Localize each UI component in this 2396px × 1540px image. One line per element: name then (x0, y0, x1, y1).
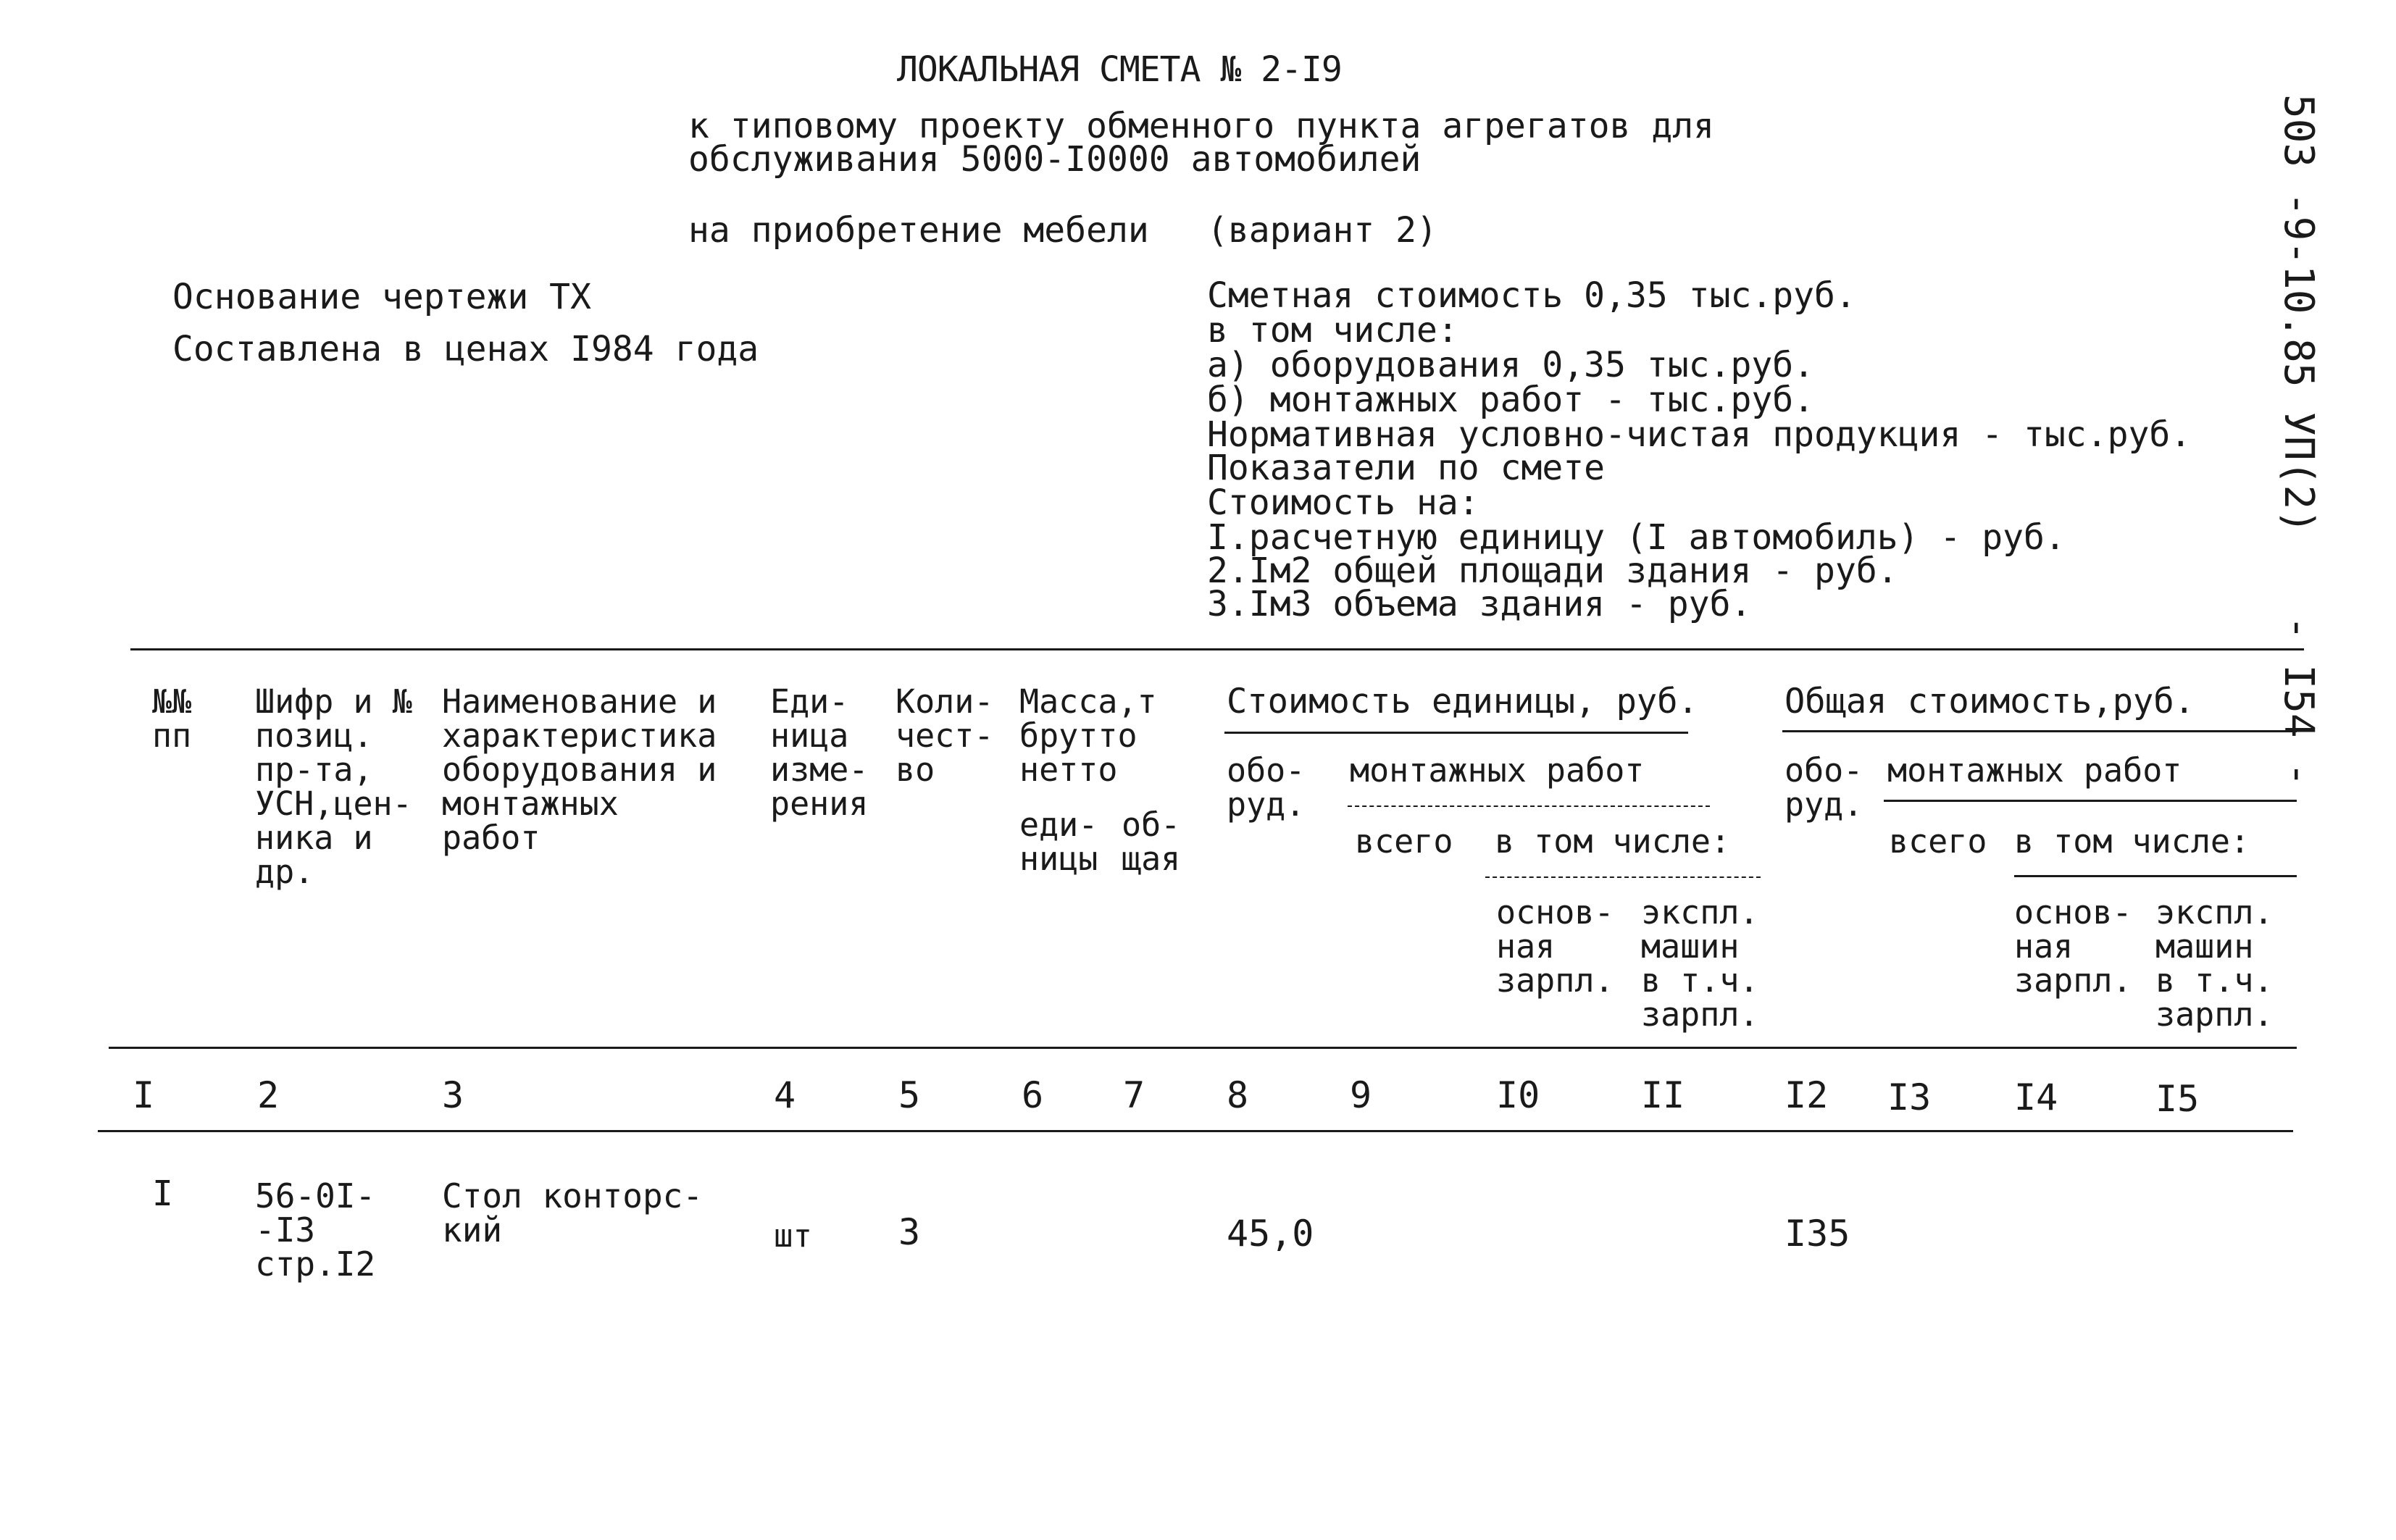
summary-line: Стоимость на: (1207, 482, 1479, 523)
column-number: I4 (2014, 1076, 2058, 1118)
install-total-rule (1884, 800, 2297, 802)
header-mass-unit: еди- ницы (1019, 805, 1098, 878)
column-number: I3 (1887, 1076, 1932, 1118)
header-unit-cost: Стоимость единицы, руб. (1227, 682, 1698, 721)
column-number: I5 (2155, 1078, 2200, 1120)
header-total-base-wage: основ- ная зарпл. (2014, 893, 2132, 1000)
row-total-equipment-cost: I35 (1785, 1213, 1850, 1255)
install-rule (1348, 805, 1710, 807)
header-total-incl: в том числе: (2014, 822, 2250, 861)
row-unit: шт (774, 1218, 812, 1255)
header-code: Шифр и № позиц. пр-та, УСН,цен- ника и др. (255, 682, 412, 891)
column-number: 8 (1227, 1074, 1249, 1116)
header-unit-install: монтажных работ (1350, 751, 1645, 790)
incl-total-rule (2014, 875, 2297, 877)
header-unit-machines: экспл. машин в т.ч. зарпл. (1641, 893, 1759, 1034)
row-quantity: 3 (898, 1211, 921, 1253)
basis-text: Основание чертежи ТХ (172, 277, 591, 317)
summary-line: Нормативная условно-чистая продукция - тыс.руб. (1207, 414, 2192, 455)
header-quantity: Коли- чест- во (896, 682, 994, 789)
column-number: 4 (774, 1074, 796, 1116)
page-number: - I54 - (2275, 616, 2322, 787)
header-mass-total: об- щая (1122, 805, 1181, 878)
header-mass: Масса,т брутто нетто (1019, 682, 1157, 789)
header-total-cost: Общая стоимость,руб. (1785, 682, 2195, 721)
header-unit-equipment: обо- руд. (1227, 751, 1306, 824)
summary-line: 2.Iм2 общей площади здания - руб. (1207, 551, 1898, 591)
variant-text: (вариант 2) (1207, 210, 1437, 251)
summary-line: I.расчетную единицу (I автомобиль) - руб. (1207, 517, 2066, 558)
project-line-2: обслуживания 5000-I0000 автомобилей (688, 139, 1422, 180)
document-title: ЛОКАЛЬНАЯ СМЕТА № 2-I9 (897, 49, 1342, 90)
header-unit-base-wage: основ- ная зарпл. (1496, 893, 1614, 1000)
header-unit: Еди- ница изме- рения (770, 682, 869, 823)
column-number: I (133, 1074, 155, 1116)
row-unit-equipment-cost: 45,0 (1227, 1213, 1314, 1255)
summary-line: в том числе: (1207, 310, 1458, 351)
column-number: 2 (257, 1074, 280, 1116)
summary-line: Сметная стоимость 0,35 тыс.руб. (1207, 275, 1856, 316)
summary-line: Показатели по смете (1207, 448, 1606, 488)
header-unit-install-all: всего (1355, 822, 1453, 861)
column-number: 7 (1123, 1074, 1145, 1116)
row-code: 56-0I- -I3 стр.I2 (255, 1176, 376, 1284)
header-total-install-all: всего (1889, 822, 1987, 861)
summary-line: б) монтажных работ - тыс.руб. (1207, 380, 1815, 420)
header-unit-incl: в том числе: (1495, 822, 1731, 861)
header-total-machines: экспл. машин в т.ч. зарпл. (2155, 893, 2274, 1034)
column-number: 5 (898, 1074, 921, 1116)
column-number: 9 (1350, 1074, 1372, 1116)
column-number: I2 (1785, 1074, 1829, 1116)
header-total-equipment: обо- руд. (1785, 751, 1863, 824)
project-line-1: к типовому проекту обменного пункта агрегатов для (688, 106, 1715, 146)
column-number: I0 (1496, 1074, 1540, 1116)
table-top-rule (130, 648, 2304, 650)
column-number: 3 (442, 1074, 464, 1116)
row-number: I (152, 1173, 173, 1214)
header-bottom-rule (109, 1047, 2297, 1049)
total-cost-rule (1782, 730, 2297, 732)
unit-cost-rule (1224, 732, 1688, 734)
summary-line: 3.Iм3 объема здания - руб. (1207, 584, 1752, 624)
prices-text: Составлена в ценах I984 года (172, 329, 759, 369)
column-number: 6 (1022, 1074, 1044, 1116)
colnum-bottom-rule (98, 1130, 2293, 1132)
header-number: №№ пп (152, 682, 192, 755)
incl-rule (1485, 876, 1761, 878)
column-number: II (1641, 1074, 1685, 1116)
row-name: Стол конторс- кий (442, 1176, 704, 1250)
document-code: 503 -9-10.85 УП(2) (2275, 94, 2322, 534)
purpose-text: на приобретение мебели (688, 210, 1149, 251)
header-total-install: монтажных работ (1887, 751, 2182, 790)
summary-line: а) оборудования 0,35 тыс.руб. (1207, 345, 1815, 385)
header-name: Наименование и характеристика оборудования и монтажных работ (442, 682, 717, 857)
